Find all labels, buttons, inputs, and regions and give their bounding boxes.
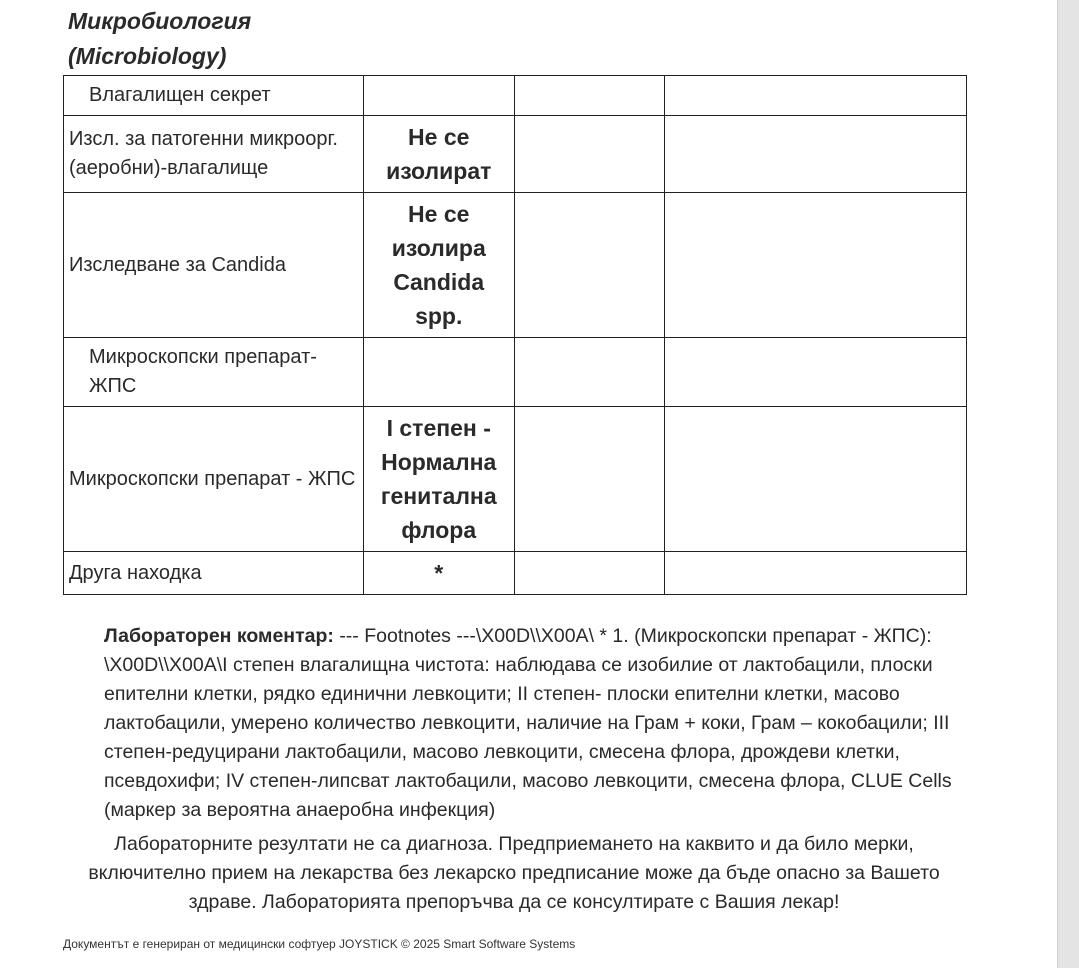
table-row <box>64 338 967 407</box>
empty-cell <box>514 193 665 338</box>
disclaimer: Лабораторните резултати не са диагноза. Предприемането на каквито и да било мерки, включително прием на лекарства без лекарско предписание може да бъде опасно за Вашето здраве. Лабораторията препоръчва да се консултирате с Вашия лекар! <box>88 833 940 913</box>
table-row <box>64 116 967 193</box>
table-row <box>64 76 967 116</box>
empty-cell <box>665 552 967 595</box>
lab-comment-text: --- Footnotes ---\X00D\\X00A\ * 1. (Микроскопски препарат - ЖПС): \X00D\\X00A\I степен влагалищна чистота: наблюдава се изобилие от лактобацили, плоски епителни клетки, рядко единични левкоцити; II степен- плоски епителни клетки, масово лактобацили, умерено количество левкоцити, наличие на Грам + коки, Грам – кокобацили; III степен-редуцирани лактобацили, масово левкоцити, смесена флора, дрождеви клетки, псевдохифи; IV степен-липсват лактобацили, масово левкоцити, смесена флора, CLUE Cells (маркер за вероятна анаеробна инфекция) <box>104 625 952 821</box>
test-name: Друга находка <box>64 552 364 595</box>
empty-cell <box>665 407 967 552</box>
section-title-bg: Микробиология <box>68 8 252 34</box>
test-name: Изсл. за патогенни микроорг. (аеробни)-влагалище <box>64 116 364 193</box>
empty-cell <box>665 116 967 193</box>
section-title-en: (Microbiology) <box>68 43 227 69</box>
empty-cell <box>514 552 665 595</box>
test-name: Влагалищен секрет <box>64 76 364 116</box>
empty-cell <box>665 193 967 338</box>
results-table <box>63 75 967 595</box>
empty-cell <box>665 76 967 116</box>
empty-cell <box>514 76 665 116</box>
table-row <box>64 552 967 595</box>
empty-cell <box>514 116 665 193</box>
test-name: Микроскопски препарат-ЖПС <box>64 338 364 407</box>
test-name: Микроскопски препарат - ЖПС <box>64 407 364 552</box>
scrollbar[interactable] <box>1057 0 1079 968</box>
empty-cell <box>665 338 967 407</box>
lab-comment-label: Лабораторен коментар: <box>104 625 334 647</box>
empty-cell <box>514 407 665 552</box>
test-result: * <box>363 552 514 595</box>
test-result: Не се изолира Candida spp. <box>363 193 514 338</box>
test-result: I степен - Нормална генитална флора <box>363 407 514 552</box>
lab-comment <box>104 622 964 825</box>
test-result: Не се изолират <box>363 116 514 193</box>
table-row <box>64 407 967 552</box>
empty-cell <box>514 338 665 407</box>
table-row <box>64 193 967 338</box>
footer: Документът е генериран от медицински софтуер JOYSTICK © 2025 Smart Software Systems <box>63 937 576 951</box>
test-result <box>363 338 514 407</box>
test-result <box>363 76 514 116</box>
test-name: Изследване за Candida <box>64 193 364 338</box>
section-title <box>68 4 251 74</box>
